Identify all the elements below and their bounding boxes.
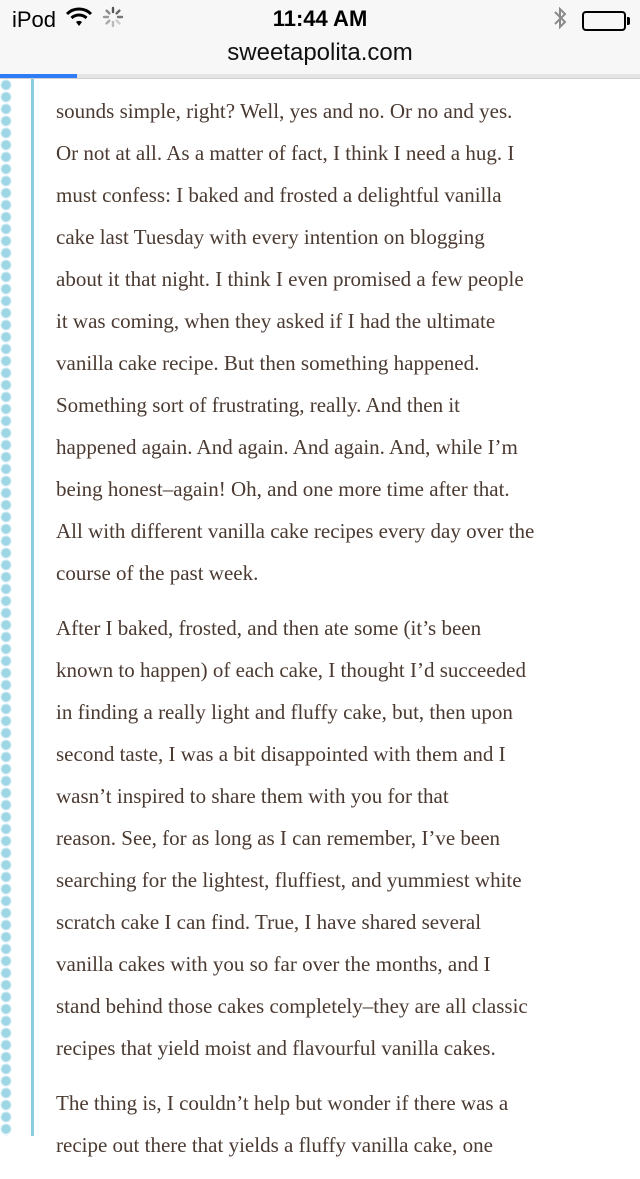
article-line: it was coming, when they asked if I had the ultimate bbox=[56, 309, 496, 333]
article-line: scratch cake I can find. True, I have shared several bbox=[56, 910, 482, 934]
article-body bbox=[56, 90, 586, 1179]
content-left-rule bbox=[31, 79, 34, 1136]
article-line: about it that night. I think I even promised a few people bbox=[56, 267, 524, 291]
article-line: known to happen) of each cake, I thought I’d succeeded bbox=[56, 658, 526, 682]
article-line: must confess: I baked and frosted a delightful vanilla bbox=[56, 183, 502, 207]
article-line: course of the past week. bbox=[56, 561, 259, 585]
article-paragraph bbox=[56, 90, 586, 594]
bluetooth-icon bbox=[552, 6, 568, 35]
article-line: stand behind those cakes completely–they are all classic bbox=[56, 994, 528, 1018]
article-line: happened again. And again. And again. And, while I’m bbox=[56, 435, 518, 459]
article-line: in finding a really light and fluffy cake, but, then upon bbox=[56, 700, 513, 724]
article-line: being honest–again! Oh, and one more time after that. bbox=[56, 477, 510, 501]
status-time: 11:44 AM bbox=[272, 6, 368, 31]
url-text[interactable]: sweetapolita.com bbox=[227, 39, 413, 66]
article-line: wasn’t inspired to share them with you for that bbox=[56, 784, 449, 808]
article-line: searching for the lightest, fluffiest, and yummiest white bbox=[56, 868, 522, 892]
device-name: iPod bbox=[12, 7, 57, 32]
battery-icon bbox=[582, 11, 626, 31]
article-line: recipes that yield moist and flavourful vanilla cakes. bbox=[56, 1036, 496, 1060]
article-paragraph bbox=[56, 607, 586, 1069]
article-line: sounds simple, right? Well, yes and no. Or no and yes. bbox=[56, 99, 513, 123]
article-line: All with different vanilla cake recipes every day over the bbox=[56, 519, 535, 543]
article-line: The thing is, I couldn’t help but wonder if there was a bbox=[56, 1091, 509, 1115]
status-bar bbox=[0, 0, 640, 40]
article-line: After I baked, frosted, and then ate some (it’s been bbox=[56, 616, 482, 640]
web-page[interactable] bbox=[0, 79, 640, 1157]
url-bar[interactable] bbox=[0, 40, 640, 76]
status-right bbox=[552, 6, 626, 35]
article-line: cake last Tuesday with every intention on blogging bbox=[56, 225, 485, 249]
article-line: second taste, I was a bit disappointed with them and I bbox=[56, 742, 506, 766]
article-paragraph bbox=[56, 1082, 586, 1166]
article-line: recipe out there that yields a fluffy vanilla cake, one bbox=[56, 1133, 493, 1157]
article-line: vanilla cake recipe. But then something happened. bbox=[56, 351, 480, 375]
article-line: Something sort of frustrating, really. And then it bbox=[56, 393, 460, 417]
article-line: reason. See, for as long as I can remember, I’ve been bbox=[56, 826, 501, 850]
article-line: vanilla cakes with you so far over the months, and I bbox=[56, 952, 491, 976]
article-line: Or not at all. As a matter of fact, I think I need a hug. I bbox=[56, 141, 515, 165]
scalloped-border-decoration bbox=[0, 79, 12, 1136]
